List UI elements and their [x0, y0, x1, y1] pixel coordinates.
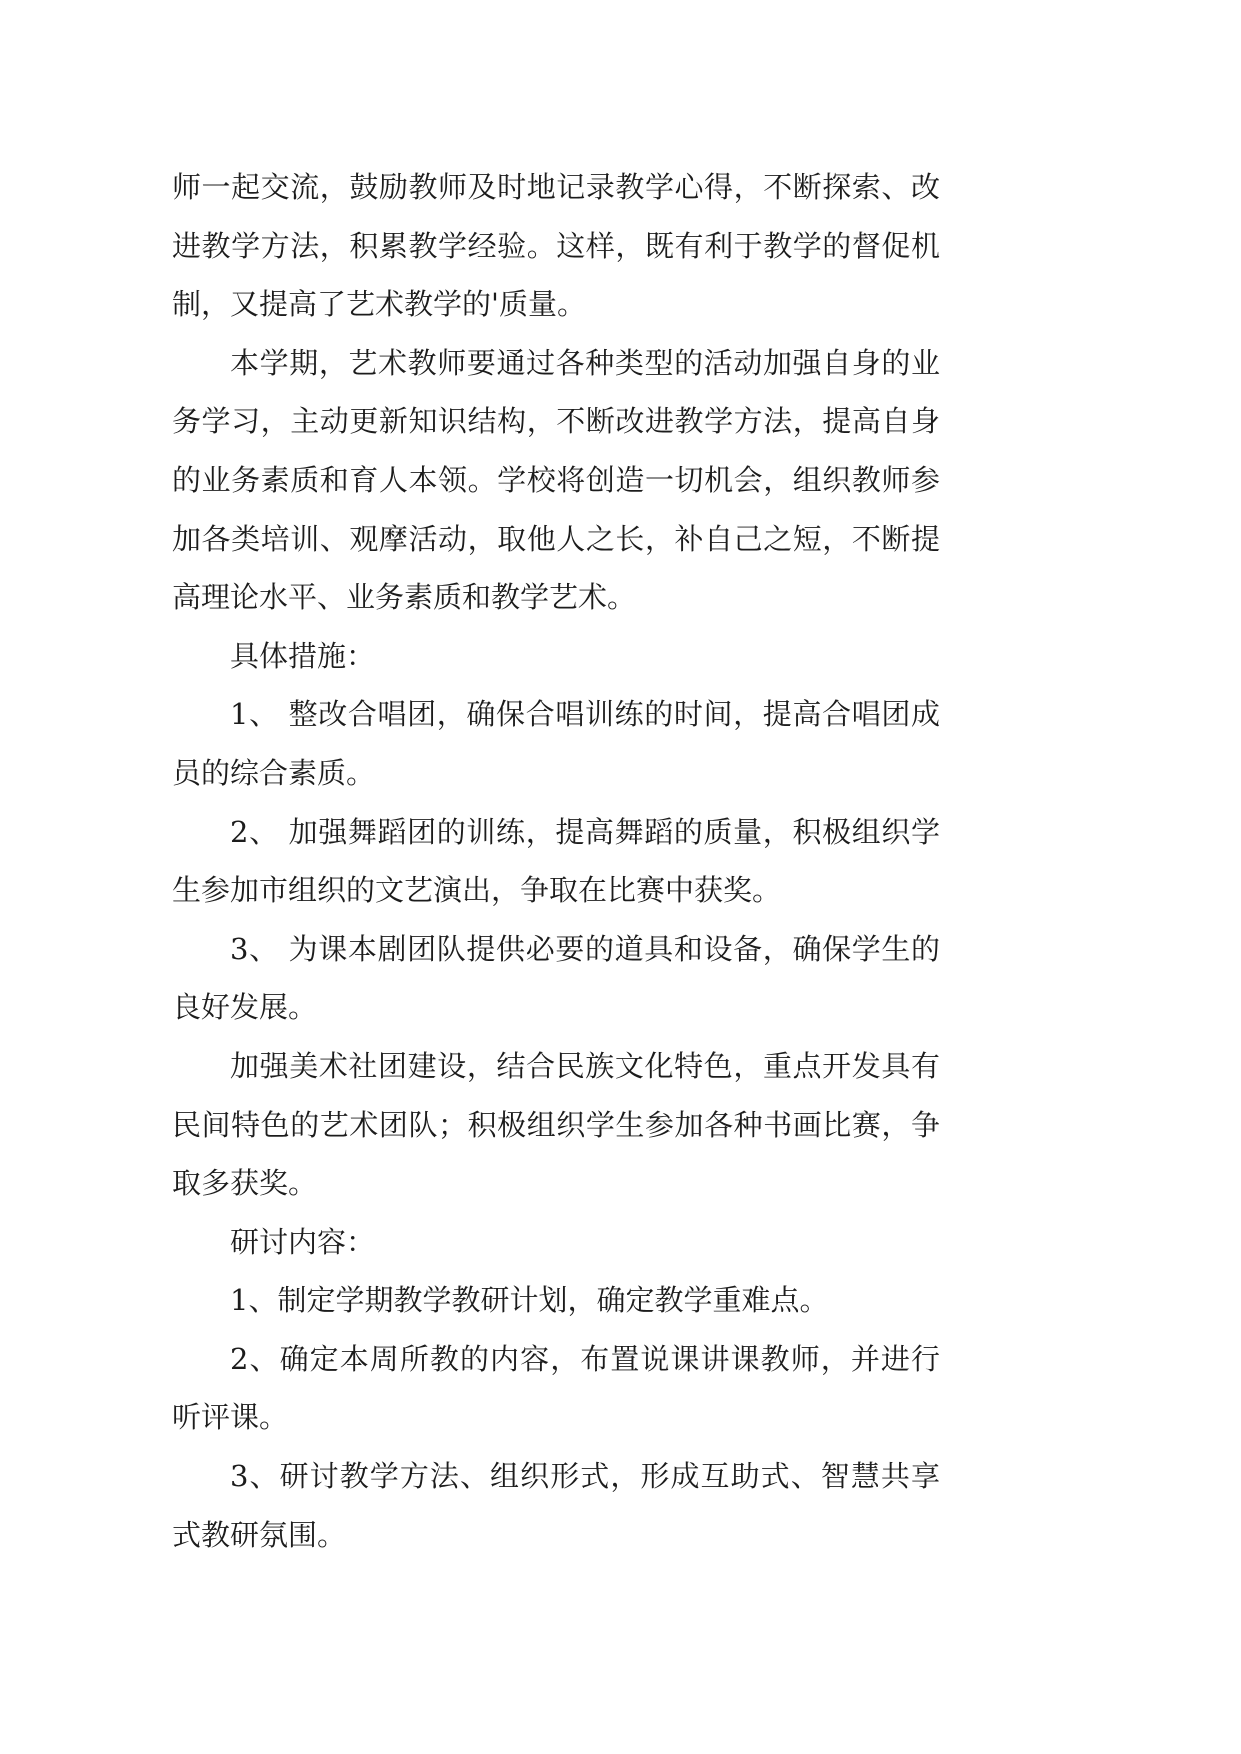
text-line: 1、 整改合唱团，确保合唱训练的时间，提高合唱团成	[230, 697, 940, 732]
text-line: 师一起交流，鼓励教师及时地记录教学心得，不断探索、改	[172, 170, 940, 204]
text-line: 生参加市组织的文艺演出，争取在比赛中获奖。	[172, 873, 782, 908]
text-line: 具体措施：	[230, 638, 376, 673]
text-line: 高理论水平、业务素质和教学艺术。	[172, 580, 637, 615]
text-line: 1、制定学期教学教研计划，确定教学重难点。	[230, 1283, 829, 1318]
list-item	[172, 920, 940, 1037]
text-line: 务学习，主动更新知识结构，不断改进教学方法，提高自身	[172, 404, 940, 439]
text-line: 加强美术社团建设，结合民族文化特色，重点开发具有	[230, 1048, 940, 1083]
section-heading	[172, 627, 940, 686]
paragraph	[172, 158, 940, 334]
document-body	[172, 158, 940, 1564]
text-line: 加各类培训、观摩活动，取他人之长，补自己之短，不断提	[172, 521, 940, 556]
text-line: 研讨内容：	[230, 1224, 376, 1259]
text-line: 民间特色的艺术团队；积极组织学生参加各种书画比赛，争	[172, 1107, 940, 1142]
list-item	[172, 1271, 940, 1330]
text-line: 3、 为课本剧团队提供必要的道具和设备，确保学生的	[230, 931, 940, 966]
text-line: 良好发展。	[172, 990, 318, 1025]
list-item	[172, 1447, 940, 1564]
text-line: 3、研讨教学方法、组织形式，形成互助式、智慧共享	[230, 1459, 940, 1494]
list-item	[172, 685, 940, 802]
text-line: 2、确定本周所教的内容，布置说课讲课教师，并进行	[230, 1341, 940, 1376]
text-line: 取多获奖。	[172, 1166, 318, 1201]
text-line: 的业务素质和育人本领。学校将创造一切机会，组织教师参	[172, 462, 940, 497]
paragraph	[172, 334, 940, 627]
text-line: 员的综合素质。	[172, 755, 376, 790]
text-line: 制，又提高了艺术教学的'质量。	[172, 287, 586, 322]
text-line: 本学期，艺术教师要通过各种类型的活动加强自身的业	[230, 345, 940, 380]
section-heading	[172, 1213, 940, 1272]
text-line: 2、 加强舞蹈团的训练，提高舞蹈的质量，积极组织学	[230, 814, 940, 849]
list-item	[172, 803, 940, 920]
text-line: 式教研氛围。	[172, 1517, 347, 1552]
list-item	[172, 1330, 940, 1447]
paragraph	[172, 1037, 940, 1213]
text-line: 进教学方法，积累教学经验。这样，既有利于教学的督促机	[172, 228, 940, 263]
text-line: 听评课。	[172, 1400, 289, 1435]
